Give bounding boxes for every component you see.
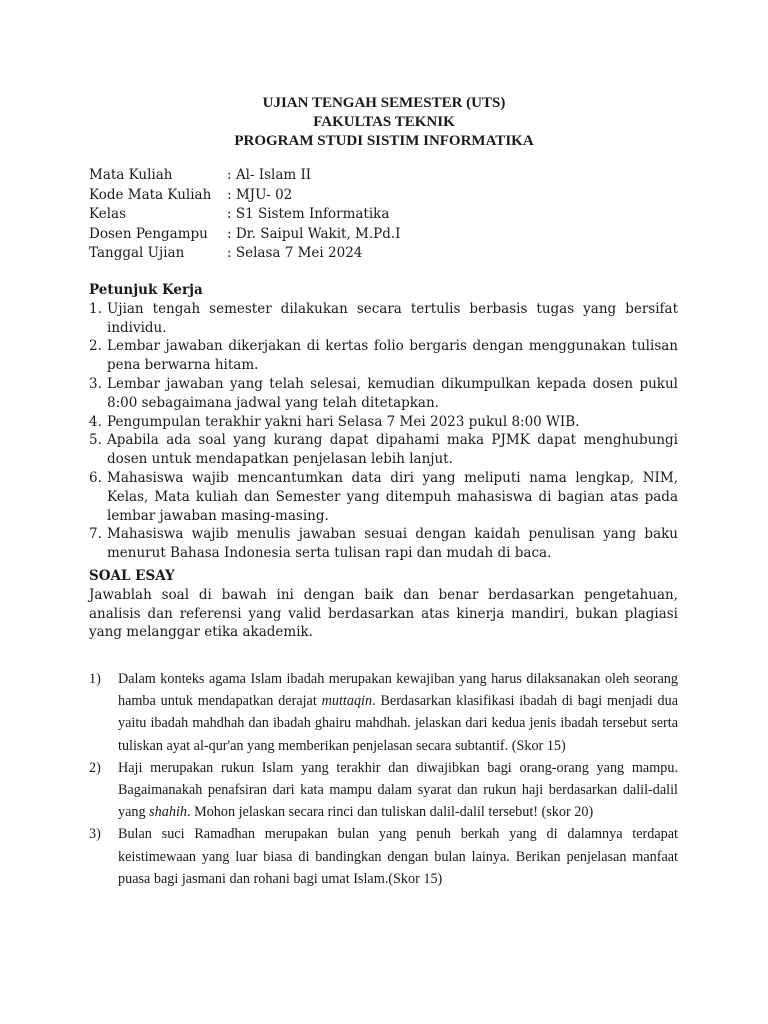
question-item [89,823,678,890]
question-text [118,668,678,757]
info-row-course [89,166,401,186]
instruction-item [89,413,678,432]
info-value: : S1 Sistem Informatika [227,206,390,222]
info-value: : Al- Islam II [227,167,312,183]
header-title: UJIAN TENGAH SEMESTER (UTS) [262,95,506,111]
info-label: Dosen Pengampu [89,225,208,242]
instruction-number: 5. [89,432,102,449]
instruction-item [89,300,678,338]
instruction-number: 6. [89,469,102,486]
instruction-item [89,337,678,375]
instructions-section [89,281,678,563]
instruction-text: Lembar jawaban dikerjakan di kertas folio bergaris dengan menggunakan tulisan pena berwarna hitam. [107,338,678,374]
instruction-number: 2. [89,338,102,355]
question-item [89,668,678,757]
question-list [89,668,678,890]
question-text [118,757,678,824]
question-text-part: . Berdasarkan klasifikasi ibadah di bagi menjadi dua yaitu ibadah mahdhah dan ibadah ghairu mahdhah. jelaskan dari kedua jenis ibadah tersebut serta tuliskan ayat al-qur'an yang memberikan penjelasan secara subtantif. (Skor 15) [118,693,678,754]
instruction-item [89,375,678,413]
question-italic-term: shahih [149,804,187,821]
essay-section [89,567,678,642]
header-program: PROGRAM STUDI SISTIM INFORMATIKA [234,133,534,149]
instruction-text: Ujian tengah semester dilakukan secara tertulis berbasis tugas yang bersifat individu. [107,300,678,336]
instruction-text: Pengumpulan terakhir yakni hari Selasa 7 Mei 2023 pukul 8:00 WIB. [107,413,580,430]
instruction-item [89,469,678,525]
exam-header [0,94,768,151]
instructions-title: Petunjuk Kerja [89,282,203,298]
essay-title: SOAL ESAY [89,568,175,584]
question-number: 1) [89,671,101,687]
question-text-part: Haji merupakan rukun Islam yang terakhir dan diwajibkan bagi orang-orang yang mampu. Bagaimanakah penafsiran dari kata mampu dalam syarat dan rukun haji berdasarkan dalil-dalil yang [118,759,678,821]
question-item [89,757,678,824]
essay-intro: Jawablah soal di bawah ini dengan baik dan benar berdasarkan pengetahuan, analisis dan referensi yang valid berdasarkan atas kinerja mandiri, bukan plagiasi yang melanggar etika akademik. [89,586,678,641]
instruction-number: 7. [89,526,102,543]
info-value: : Selasa 7 Mei 2024 [227,245,363,261]
info-value: : MJU- 02 [227,186,293,203]
instruction-number: 4. [89,413,102,430]
info-row-code [89,186,401,206]
question-text-part: Dalam konteks agama Islam ibadah merupakan kewajiban yang harus dilaksanakan oleh seorang hamba untuk mendapatkan derajat [118,671,678,710]
question-number: 2) [89,759,101,776]
info-label: Tanggal Ujian [89,245,185,261]
info-row-lecturer [89,225,401,245]
info-label: Kode Mata Kuliah [89,186,212,203]
info-label: Kelas [89,206,127,222]
course-info [89,166,401,264]
question-text [118,823,678,890]
instruction-text: Mahasiswa wajib menulis jawaban sesuai dengan kaidah penulisan yang baku menurut Bahasa Indonesia serta tulisan rapi dan mudah di baca. [107,526,678,562]
question-number: 3) [89,826,101,843]
instruction-number: 1. [89,300,102,317]
instruction-text: Mahasiswa wajib mencantumkan data diri yang meliputi nama lengkap, NIM, Kelas, Mata kuliah dan Semester yang ditempuh mahasiswa di bagian atas pada lembar jawaban masing-masing. [107,469,678,524]
instruction-number: 3. [89,375,102,392]
info-row-date [89,244,401,264]
instruction-item [89,431,678,469]
instruction-text: Apabila ada soal yang kurang dapat dipahami maka PJMK dapat menghubungi dosen untuk mendapatkan penjelasan lebih lanjut. [107,432,678,468]
header-faculty: FAKULTAS TEKNIK [313,114,455,130]
info-value: : Dr. Saipul Wakit, M.Pd.I [227,225,401,242]
question-text-part: . Mohon jelaskan secara rinci dan tuliskan dalil-dalil tersebut! (skor 20) [186,804,594,821]
question-text-part: Bulan suci Ramadhan merupakan bulan yang penuh berkah yang di dalamnya terdapat keistimewaan yang luar biasa di bandingkan dengan bulan lainya. Berikan penjelasan manfaat puasa bagi jasmani dan rohani bagi umat Islam.(Skor 15) [118,826,678,887]
question-italic-term: muttaqin [321,693,373,710]
instruction-item [89,525,678,563]
instruction-text: Lembar jawaban yang telah selesai, kemudian dikumpulkan kepada dosen pukul 8:00 sebagaimana jadwal yang telah ditetapkan. [107,375,678,411]
info-row-class [89,205,401,225]
info-label: Mata Kuliah [89,167,173,183]
